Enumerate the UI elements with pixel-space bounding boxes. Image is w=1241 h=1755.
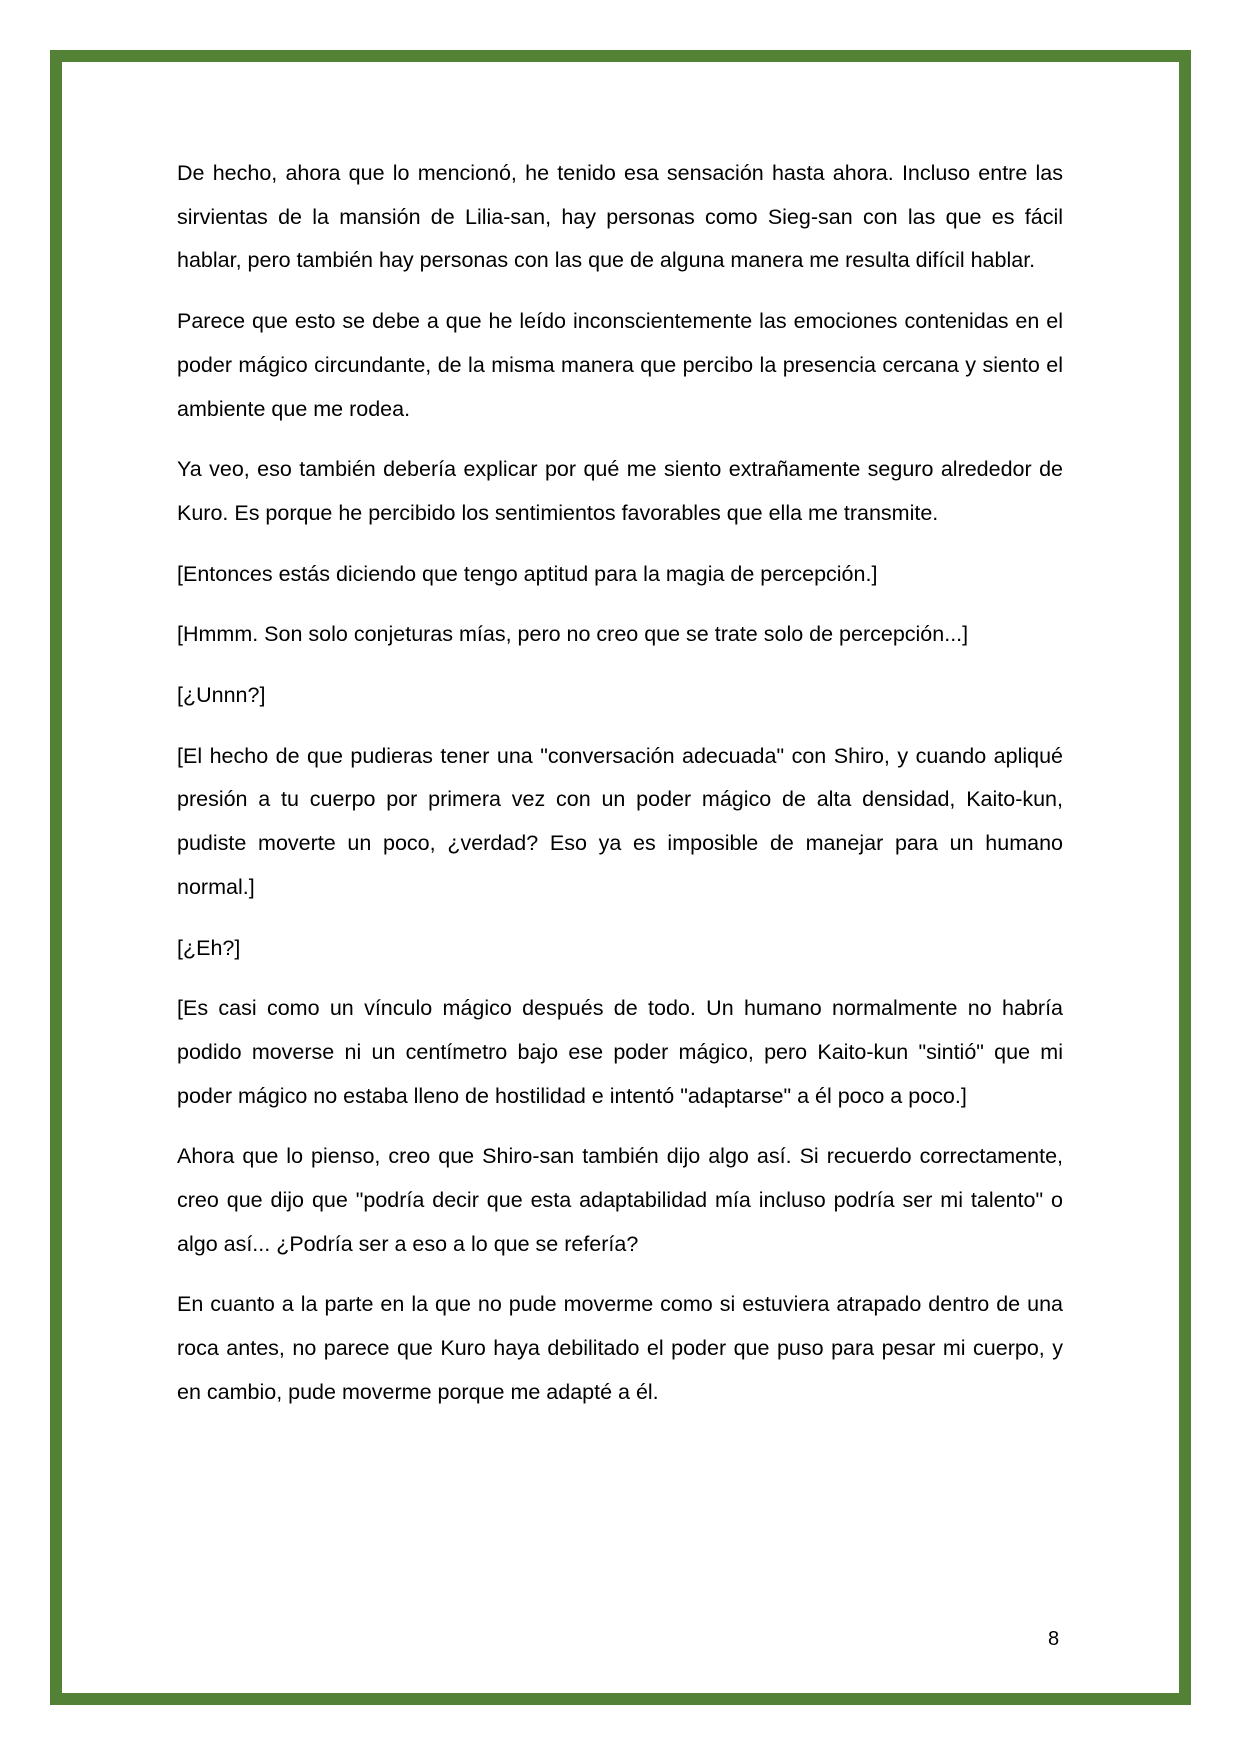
paragraph: [¿Eh?]: [177, 935, 241, 960]
paragraph: Ya veo, eso también debería explicar por qué me siento extrañamente seguro alrededor de Kuro. Es porque he percibido los sentimientos favorables que ella me transmite.: [177, 457, 1063, 525]
paragraph: [¿Unnn?]: [177, 683, 266, 708]
paragraph: [Entonces estás diciendo que tengo aptitud para la magia de percepción.]: [177, 561, 878, 586]
paragraph: [Es casi como un vínculo mágico después de todo. Un humano normalmente no habría podido moverse ni un centímetro bajo ese poder mágico, pero Kaito-kun "sintió" que mi poder mágico no estaba lleno de hostilidad e intentó "adaptarse" a él poco a poco.]: [177, 996, 1063, 1108]
paragraph: Parece que esto se debe a que he leído inconscientemente las emociones contenidas en el poder mágico circundante, de la misma manera que percibo la presencia cercana y siento el ambiente que me rodea.: [177, 309, 1063, 421]
page-number: 8: [1048, 1628, 1060, 1650]
paragraph: [Hmmm. Son solo conjeturas mías, pero no creo que se trate solo de percepción...]: [177, 622, 969, 647]
paragraph: En cuanto a la parte en la que no pude moverme como si estuviera atrapado dentro de una roca antes, no parece que Kuro haya debilitado el poder que puso para pesar mi cuerpo, y en cambio, pude moverme porque me adapté a él.: [177, 1292, 1063, 1404]
paragraph: Ahora que lo pienso, creo que Shiro-san también dijo algo así. Si recuerdo correctamente, creo que dijo que "podría decir que esta adaptabilidad mía incluso podría ser mi talento" o algo así... ¿Podría ser a eso a lo que se refería?: [177, 1144, 1063, 1256]
paragraph: De hecho, ahora que lo mencionó, he tenido esa sensación hasta ahora. Incluso entre las sirvientas de la mansión de Lilia-san, hay personas como Sieg-san con las que es fácil hablar, pero también hay personas con las que de alguna manera me resulta difícil hablar.: [177, 161, 1063, 273]
body-text: [177, 152, 1063, 1432]
paragraph: [El hecho de que pudieras tener una "conversación adecuada" con Shiro, y cuando apliqué presión a tu cuerpo por primera vez con un poder mágico de alta densidad, Kaito-kun, pudiste moverte un poco, ¿verdad? Eso ya es imposible de manejar para un humano normal.]: [177, 743, 1063, 899]
